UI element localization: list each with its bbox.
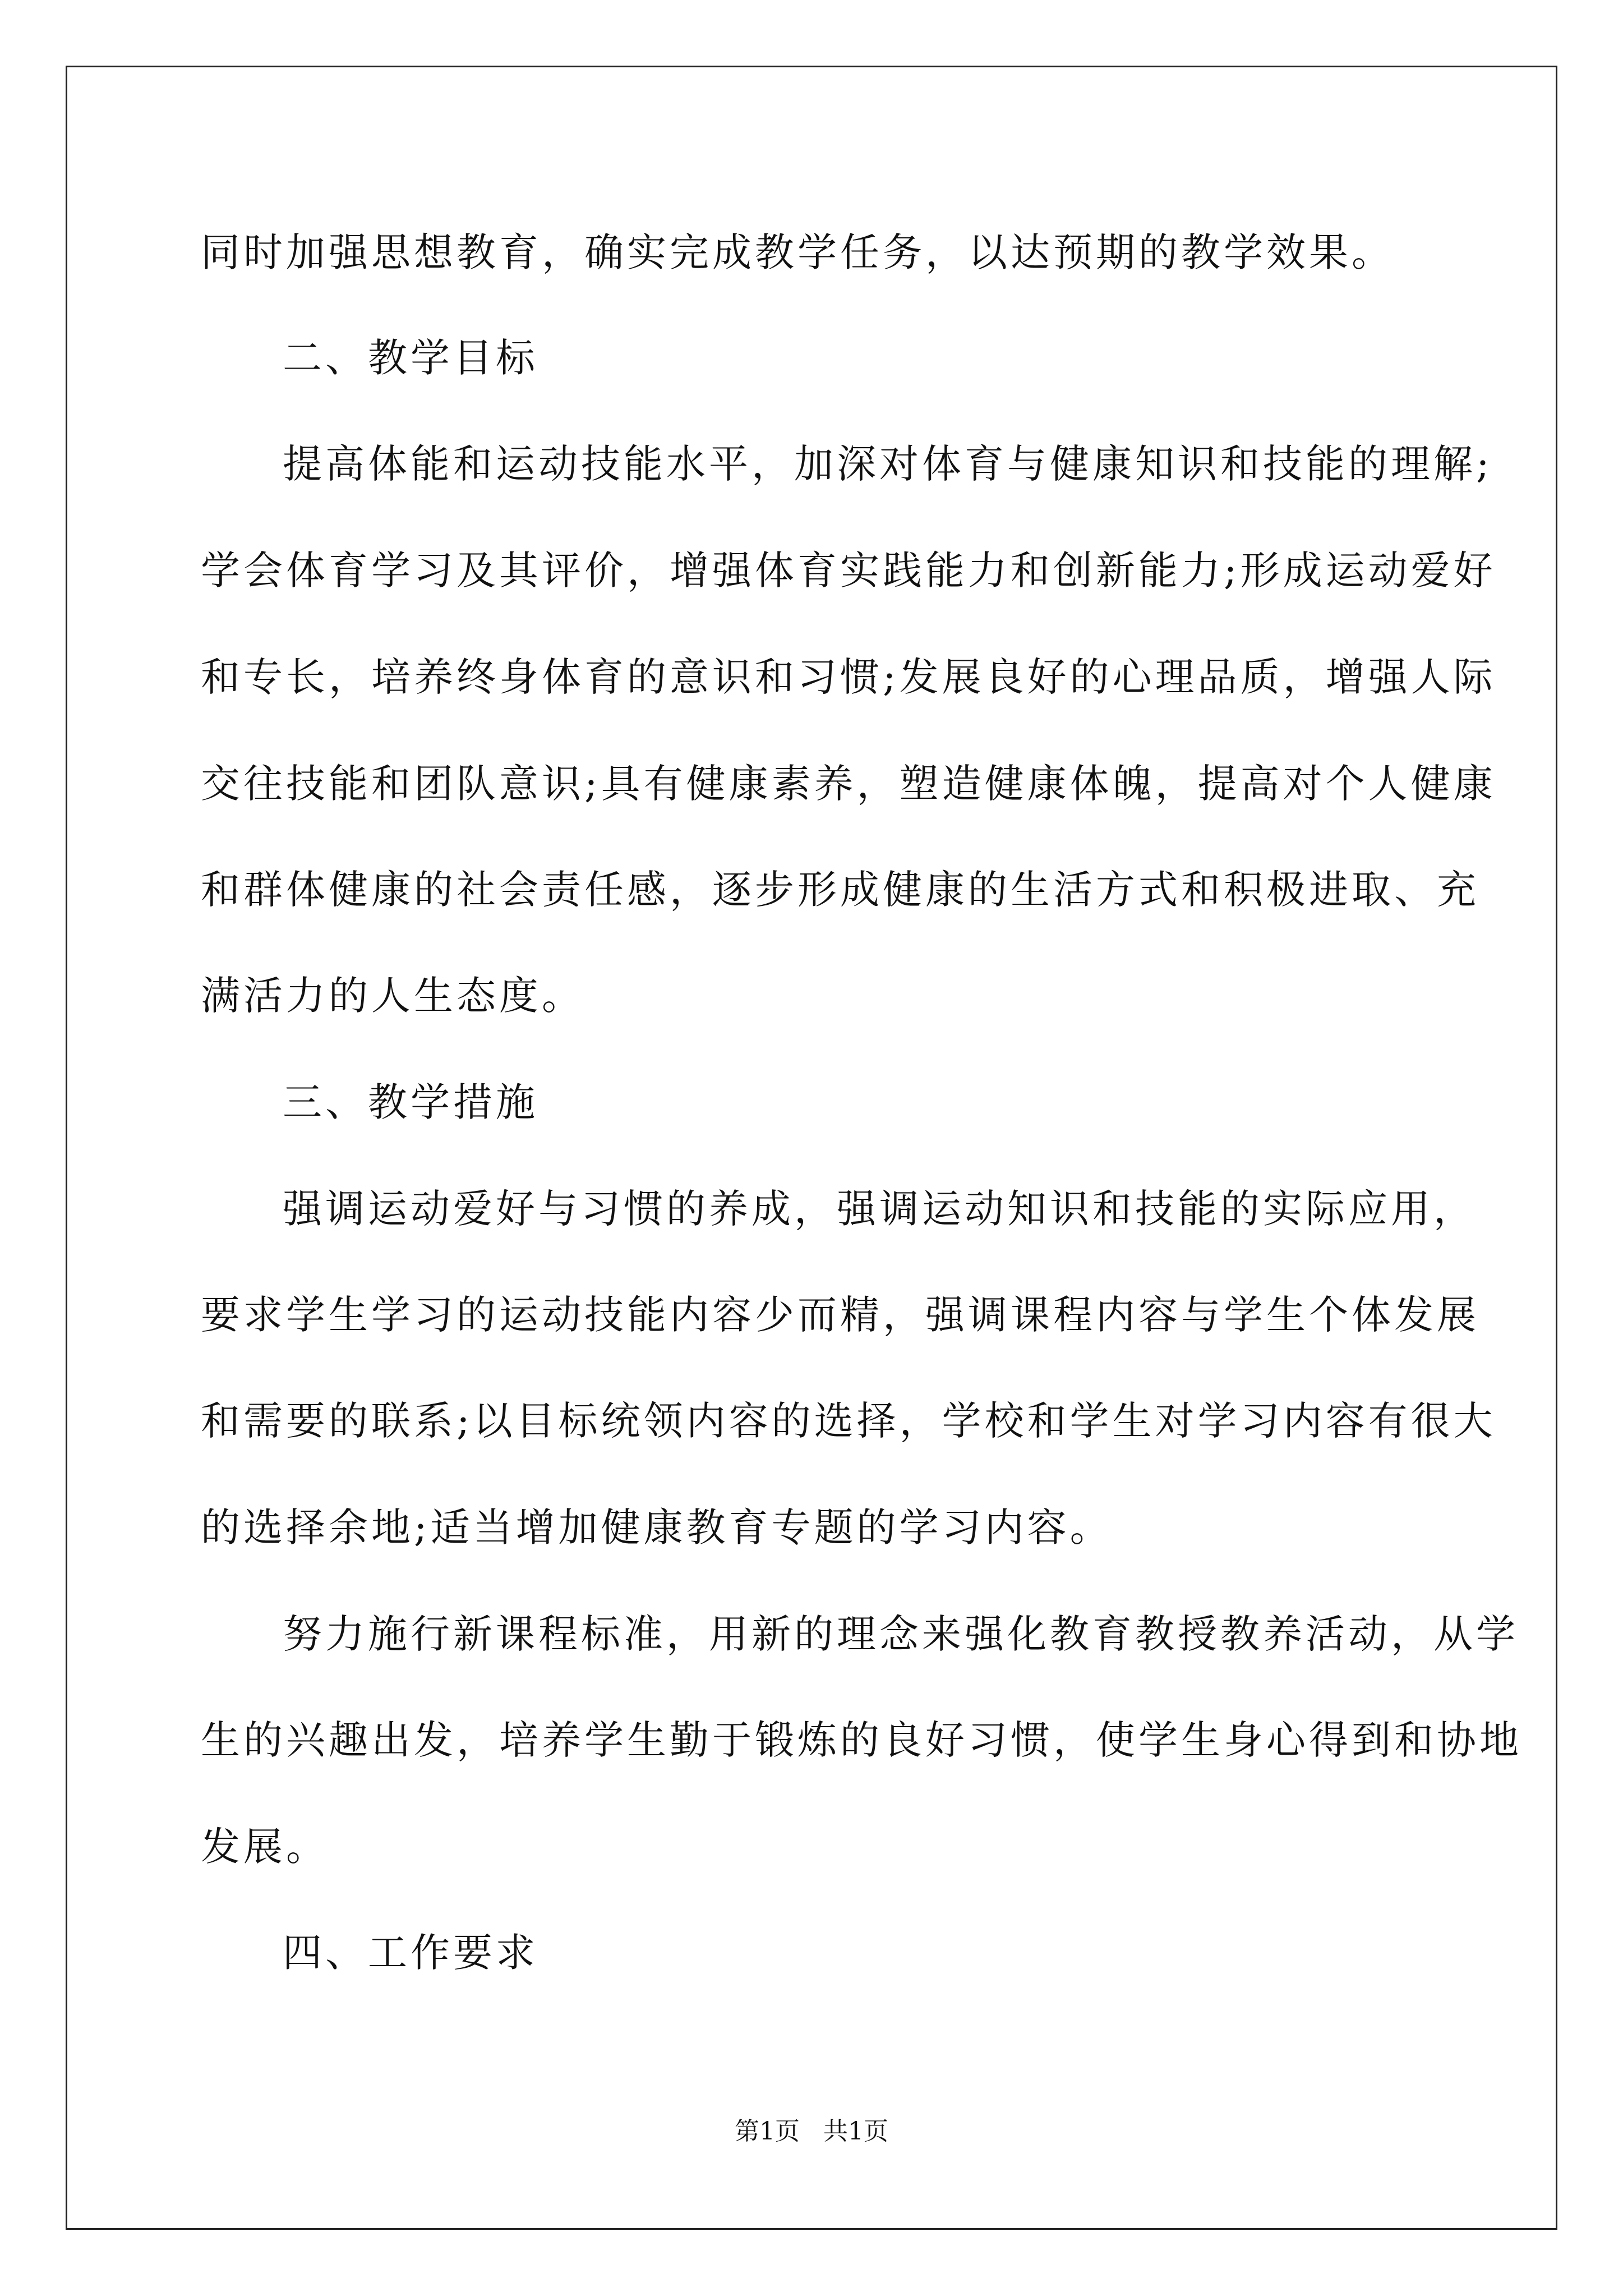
section-heading: 四、工作要求 xyxy=(283,1930,538,1976)
section-heading: 二、教学目标 xyxy=(283,335,538,381)
text-line: 和需要的联系;以目标统领内容的选择，学校和学生对学习内容有很大 xyxy=(201,1398,1496,1444)
section-heading: 三、教学措施 xyxy=(283,1079,538,1125)
text-line: 生的兴趣出发，培养学生勤于锻炼的良好习惯，使学生身心得到和协地 xyxy=(201,1717,1522,1763)
text-line: 努力施行新课程标准，用新的理念来强化教育教授教养活动，从学 xyxy=(283,1611,1519,1657)
text-line: 和专长，培养终身体育的意识和习惯;发展良好的心理品质，增强人际 xyxy=(201,654,1496,700)
text-line: 满活力的人生态度。 xyxy=(201,973,584,1019)
text-line: 交往技能和团队意识;具有健康素养，塑造健康体魄，提高对个人健康 xyxy=(201,761,1496,807)
page-footer: 第1页 共1页 xyxy=(735,2117,888,2146)
text-line: 强调运动爱好与习惯的养成，强调运动知识和技能的实际应用， xyxy=(283,1186,1476,1232)
text-line: 要求学生学习的运动技能内容少而精，强调课程内容与学生个体发展 xyxy=(201,1292,1479,1338)
text-line: 发展。 xyxy=(201,1824,329,1870)
text-line: 的选择余地;适当增加健康教育专题的学习内容。 xyxy=(201,1504,1113,1550)
text-line: 和群体健康的社会责任感，逐步形成健康的生活方式和积极进取、充 xyxy=(201,867,1479,913)
text-line: 学会体育学习及其评价，增强体育实践能力和创新能力;形成运动爱好 xyxy=(201,547,1496,593)
text-line: 同时加强思想教育，确实完成教学任务，以达预期的教学效果。 xyxy=(201,229,1394,275)
text-line: 提高体能和运动技能水平，加深对体育与健康知识和技能的理解; xyxy=(283,441,1493,487)
page-border xyxy=(66,66,1557,2230)
